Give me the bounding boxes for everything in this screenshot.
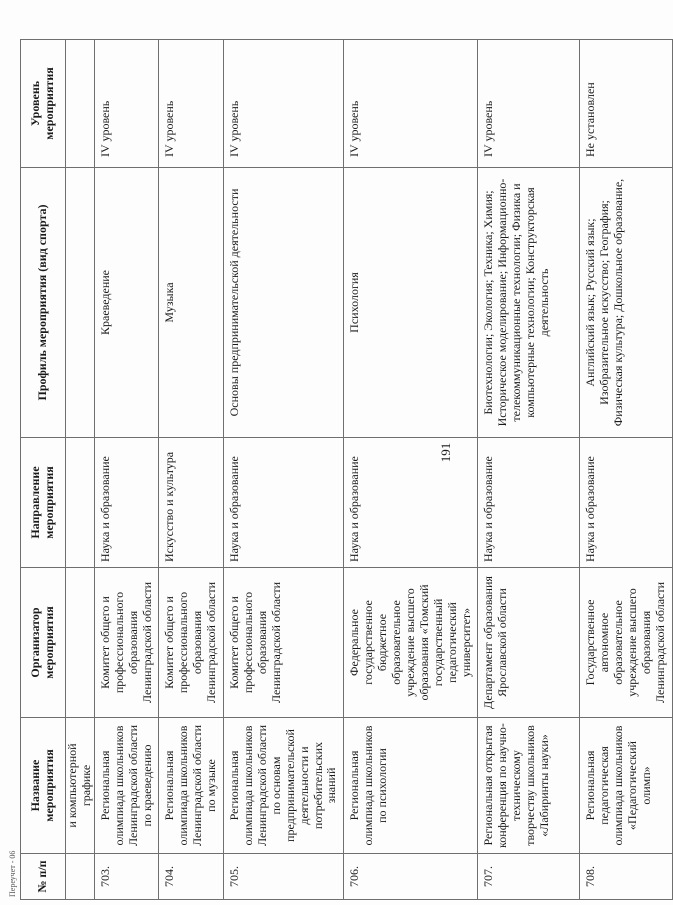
- row-level: IV уровень: [159, 40, 224, 168]
- header-num: № п/п: [21, 854, 66, 900]
- header-name: Название мероприятия: [21, 718, 66, 854]
- table-row-continuation: [66, 40, 95, 900]
- table-header-row: [21, 40, 66, 900]
- row-num: 703.: [94, 854, 159, 900]
- row-organizer: Департамент образования Ярославской области: [478, 568, 580, 718]
- row-name: Региональная олимпиада школьников Ленинградской области по основам предпринимательской деятельности и потребительских знаний: [224, 718, 344, 854]
- row-organizer: Комитет общего и профессионального образования Ленинградской области: [224, 568, 344, 718]
- row-direction: Наука и образование: [94, 438, 159, 568]
- row-name: Региональная открытая конференция по научно-техническому творчеству школьников «Лабиринты науки»: [478, 718, 580, 854]
- row-name: Региональная педагогическая олимпиада школьников «Педагогический олимп»: [580, 718, 672, 854]
- row-num: 708.: [580, 854, 672, 900]
- row-profile: Музыка: [159, 168, 224, 438]
- row-organizer: Комитет общего и профессионального образования Ленинградской области: [94, 568, 159, 718]
- table-row: [344, 40, 478, 900]
- row-direction: Наука и образование: [580, 438, 672, 568]
- table-row: [94, 40, 159, 900]
- row-level: IV уровень: [94, 40, 159, 168]
- row-organizer: Федеральное государственное бюджетное образовательное учреждение высшего образования «Томский государственный педагогический университет»: [344, 568, 478, 718]
- table-row: [580, 40, 672, 900]
- page-number: 191: [438, 442, 453, 463]
- row-direction: Наука и образование: [344, 438, 478, 568]
- row-num: 707.: [478, 854, 580, 900]
- table-row: [159, 40, 224, 900]
- row-profile: Краеведение: [94, 168, 159, 438]
- row-organizer: Комитет общего и профессионального образования Ленинградской области: [159, 568, 224, 718]
- header-organizer: Организатор мероприятия: [21, 568, 66, 718]
- row-profile: Биотехнологии; Экология; Техника; Химия; Историческое моделирование; Информационно-телекоммуникационные технологии; Физика и компьютерные технологии; Конструкторская деятельность: [478, 168, 580, 438]
- row-num: 706.: [344, 854, 478, 900]
- row-profile: Основы предпринимательской деятельности: [224, 168, 344, 438]
- row-num: 704.: [159, 854, 224, 900]
- row-level: Не установлен: [580, 40, 672, 168]
- header-direction: Направление мероприятия: [21, 438, 66, 568]
- row-name: Региональная олимпиада школьников Ленинградской области по музыке: [159, 718, 224, 854]
- row-direction: Наука и образование: [478, 438, 580, 568]
- row-num: 705.: [224, 854, 344, 900]
- row-level: IV уровень: [224, 40, 344, 168]
- table-row: [224, 40, 344, 900]
- events-table: [20, 39, 673, 900]
- row-profile: Английский язык; Русский язык; Изобразительное искусство; География; Физическая культура; Дошкольное образование,: [580, 168, 672, 438]
- row-name: Региональная олимпиада школьников по психологии: [344, 718, 478, 854]
- row-name: Региональная олимпиада школьников Ленинградской области по краеведению: [94, 718, 159, 854]
- row-organizer: Государственное автономное образовательное учреждение высшего образования Ленинградской области: [580, 568, 672, 718]
- row-direction: Искусство и культура: [159, 438, 224, 568]
- header-profile: Профиль мероприятия (вид спорта): [21, 168, 66, 438]
- footer-note: Переучет - 06: [8, 850, 17, 897]
- continuation-text: и компьютерной графике: [66, 718, 95, 854]
- row-direction: Наука и образование: [224, 438, 344, 568]
- row-level: IV уровень: [344, 40, 478, 168]
- row-profile: Психология: [344, 168, 478, 438]
- row-level: IV уровень: [478, 40, 580, 168]
- table-row: [478, 40, 580, 900]
- header-level: Уровень мероприятия: [21, 40, 66, 168]
